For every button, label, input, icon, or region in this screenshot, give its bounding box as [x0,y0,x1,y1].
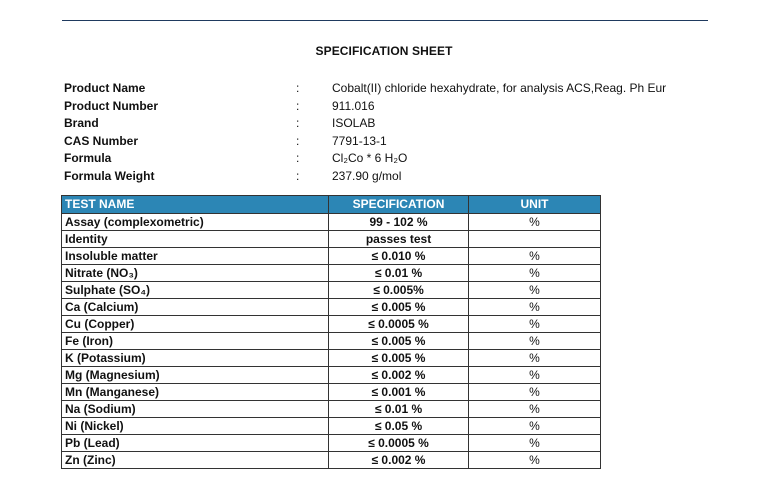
test-name-cell: Mg (Magnesium) [62,367,329,384]
table-row [62,367,601,384]
info-colon: : [296,98,300,113]
table-row [62,418,601,435]
unit-cell: % [469,435,601,452]
specification-cell: ≤ 0.010 % [329,248,469,265]
unit-cell: % [469,452,601,469]
table-header-row [62,196,601,214]
info-colon: : [296,151,300,166]
column-header-test-name: TEST NAME [62,196,329,214]
test-name-cell: Assay (complexometric) [62,214,329,231]
specification-table [61,195,601,469]
info-value: Cobalt(II) chloride hexahydrate, for analysis ACS,Reag. Ph Eur [332,81,667,95]
test-name-cell: Ca (Calcium) [62,299,329,316]
specification-cell: ≤ 0.005 % [329,333,469,350]
test-name-cell: Insoluble matter [62,248,329,265]
info-row-product-name [64,80,704,98]
test-name-cell: K (Potassium) [62,350,329,367]
info-colon: : [296,168,300,183]
unit-cell: % [469,316,601,333]
test-name-cell: Ni (Nickel) [62,418,329,435]
info-value: ISOLAB [332,116,376,131]
specification-cell: ≤ 0.0005 % [329,435,469,452]
test-name-cell: Fe (Iron) [62,333,329,350]
table-row [62,316,601,333]
test-name-cell: Cu (Copper) [62,316,329,333]
test-name-cell: Mn (Manganese) [62,384,329,401]
unit-cell: % [469,350,601,367]
specification-cell: 99 - 102 % [329,214,469,231]
unit-cell: % [469,418,601,435]
specification-cell: ≤ 0.002 % [329,452,469,469]
info-label: Product Name [64,81,146,95]
table-row [62,248,601,265]
column-header-specification: SPECIFICATION [329,196,469,214]
info-label: Formula Weight [64,168,155,183]
table-row [62,299,601,316]
unit-cell: % [469,367,601,384]
page-title: SPECIFICATION SHEET [315,44,453,58]
table-row [62,350,601,367]
product-info [64,80,704,186]
column-header-unit: UNIT [469,196,601,214]
specification-cell: ≤ 0.002 % [329,367,469,384]
info-colon: : [296,116,300,131]
info-label: Brand [64,116,99,131]
specification-cell: ≤ 0.05 % [329,418,469,435]
specification-cell: passes test [329,231,469,248]
info-colon: : [296,81,300,95]
info-label: Product Number [64,98,159,113]
info-value: 911.016 [332,98,375,113]
unit-cell: % [469,214,601,231]
table-row [62,333,601,350]
table-row [62,282,601,299]
info-value: 7791-13-1 [332,133,387,148]
specification-cell: ≤ 0.005% [329,282,469,299]
table-row [62,265,601,282]
unit-cell: % [469,333,601,350]
test-name-cell: Pb (Lead) [62,435,329,452]
info-label: CAS Number [64,133,139,148]
specification-cell: ≤ 0.0005 % [329,316,469,333]
table-row [62,401,601,418]
specification-cell: ≤ 0.005 % [329,299,469,316]
info-label: Formula [64,151,112,166]
unit-cell: % [469,248,601,265]
specification-cell: ≤ 0.01 % [329,265,469,282]
table-row [62,231,601,248]
info-row-formula-weight [64,168,704,186]
info-value: 237.90 g/mol [332,168,402,183]
specification-cell: ≤ 0.005 % [329,350,469,367]
unit-cell: % [469,299,601,316]
table-row [62,435,601,452]
unit-cell: % [469,265,601,282]
table-row [62,384,601,401]
top-divider [62,20,708,21]
info-row-brand [64,115,704,133]
unit-cell: % [469,282,601,299]
test-name-cell: Nitrate (NO₃) [62,265,329,282]
info-value: Cl₂Co * 6 H₂O [332,151,408,166]
table-row [62,452,601,469]
unit-cell: % [469,401,601,418]
test-name-cell: Identity [62,231,329,248]
specification-cell: ≤ 0.01 % [329,401,469,418]
info-colon: : [296,133,300,148]
test-name-cell: Na (Sodium) [62,401,329,418]
info-row-product-number [64,98,704,116]
unit-cell [469,231,601,248]
specification-cell: ≤ 0.001 % [329,384,469,401]
unit-cell: % [469,384,601,401]
info-row-formula [64,150,704,168]
info-row-cas-number [64,133,704,151]
table-row [62,214,601,231]
test-name-cell: Zn (Zinc) [62,452,329,469]
test-name-cell: Sulphate (SO₄) [62,282,329,299]
